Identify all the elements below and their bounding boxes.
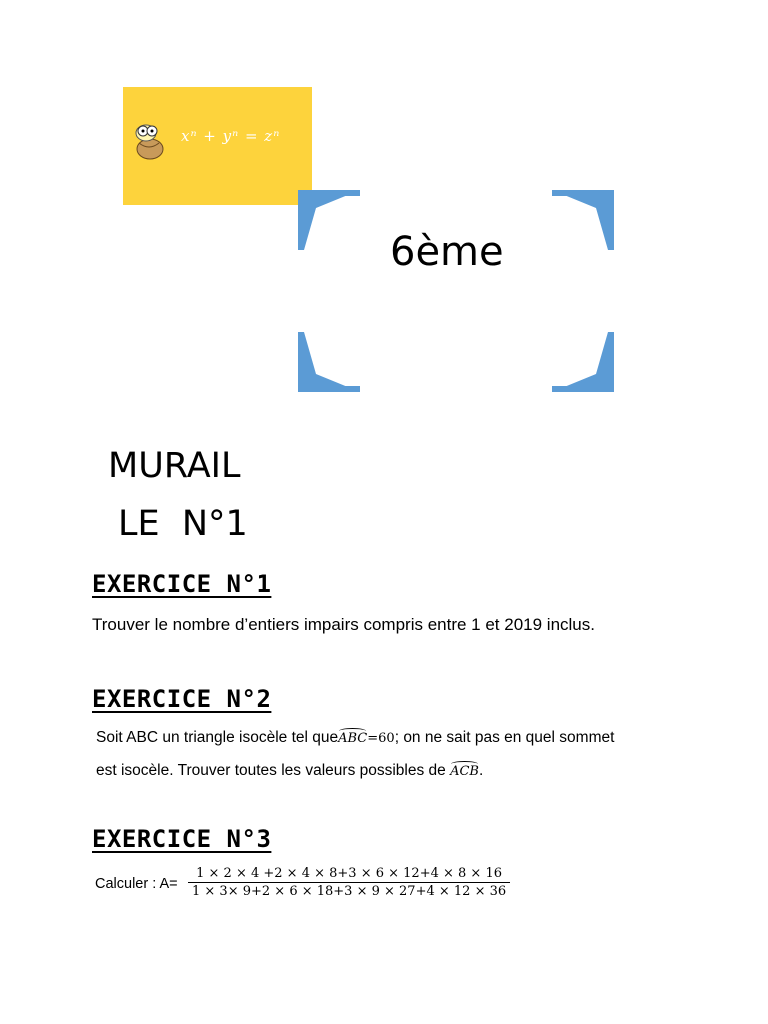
fraction-denominator: 1 × 3× 9+2 × 6 × 18+3 × 9 × 27+4 × 12 × 36 <box>192 884 507 899</box>
exercise-2-heading: EXERCICE N°2 <box>92 685 272 713</box>
exercise-2-line-1 <box>96 729 614 747</box>
fraction-numerator: 1 × 2 × 4 +2 × 4 × 8+3 × 6 × 12+4 × 8 × 16 <box>196 866 502 881</box>
logo-banner <box>123 87 312 205</box>
homer-head-icon <box>133 121 169 161</box>
exercise-3-prefix: Calculer : A= <box>95 876 178 892</box>
grade-level: 6ème <box>390 229 504 275</box>
exercise-2-text-start: Soit ABC un triangle isocèle tel que <box>96 729 339 746</box>
exercise-2-text-rest: ; on ne sait pas en quel sommet <box>394 729 615 746</box>
exercise-1-text: Trouver le nombre d’entiers impairs compris entre 1 et 2019 inclus. <box>92 615 595 634</box>
exercise-3-heading: EXERCICE N°3 <box>92 825 272 853</box>
fermat-formula: xⁿ + yⁿ = zⁿ <box>181 127 281 145</box>
title-line-2: LE N°1 <box>118 504 248 544</box>
exercise-2-period: . <box>478 762 484 779</box>
exercise-2-line-2 <box>96 762 483 780</box>
fraction-expression <box>188 866 510 899</box>
angle-acb: ACB <box>450 764 479 779</box>
exercise-2-question: est isocèle. Trouver toutes les valeurs possibles de <box>96 762 451 779</box>
title-line-1: MURAIL <box>108 446 241 486</box>
angle-abc-value: =60 <box>367 731 395 746</box>
bracket-frame <box>296 190 616 392</box>
exercise-1-heading: EXERCICE N°1 <box>92 570 272 598</box>
angle-abc: ABC <box>338 731 368 746</box>
